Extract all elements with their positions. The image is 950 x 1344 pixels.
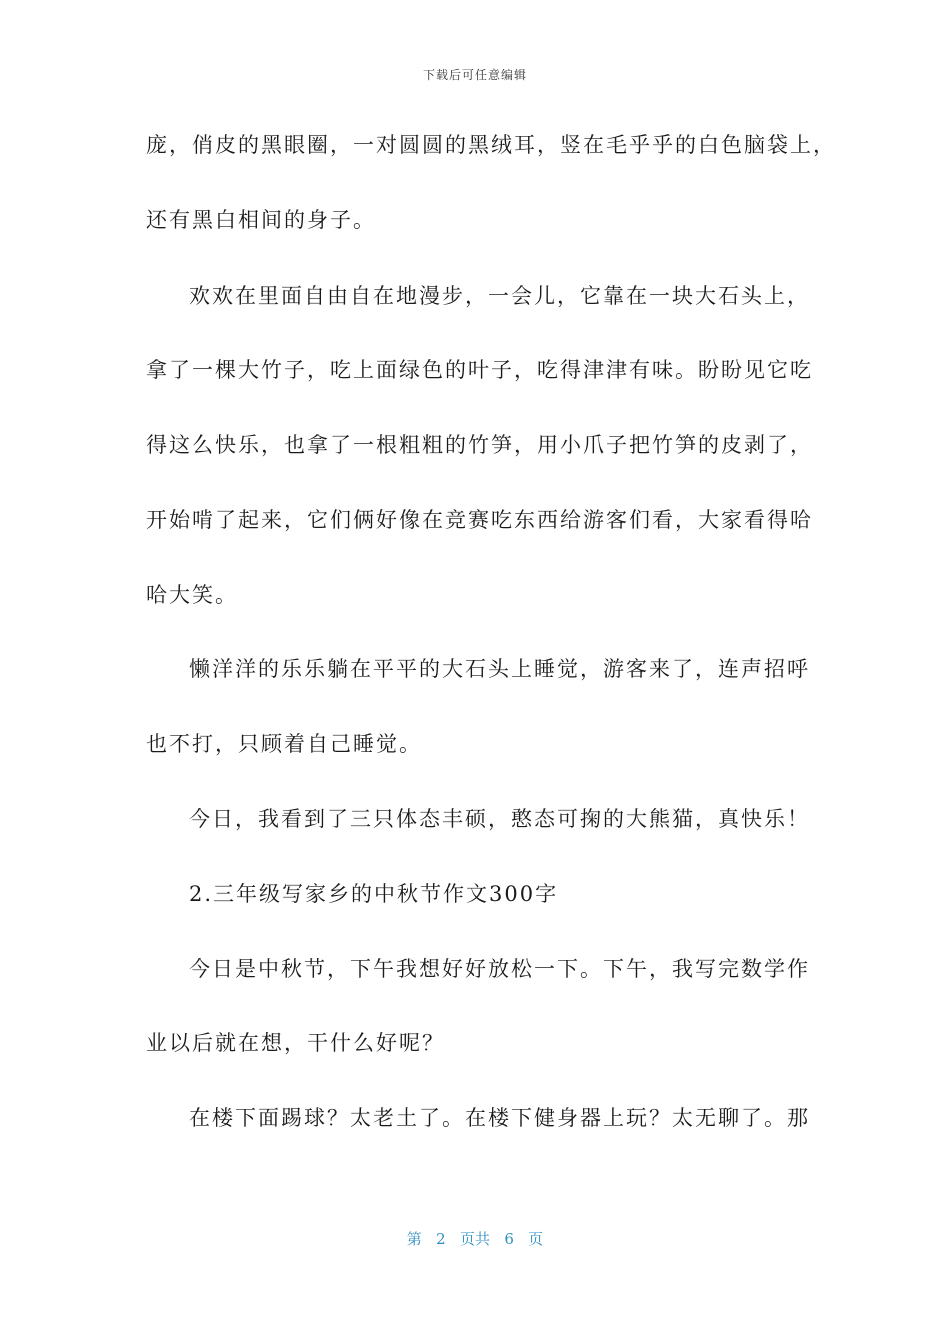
text-line: 今日是中秋节，下午我想好好放松一下。下午，我写完数学作 [189, 957, 810, 981]
text-line: 得这么快乐，也拿了一根粗粗的竹笋，用小爪子把竹笋的皮剥了， [146, 433, 813, 457]
text-line: 欢欢在里面自由自在地漫步，一会儿，它靠在一块大石头上， [189, 284, 810, 308]
text-line: 开始啃了起来，它们俩好像在竞赛吃东西给游客们看，大家看得哈 [146, 508, 813, 532]
section-heading: 2.三年级写家乡的中秋节作文300字 [189, 882, 559, 906]
footer-page-total: 6 [504, 1230, 514, 1248]
text-line: 还有黑白相间的身子。 [146, 208, 376, 232]
text-line: 懒洋洋的乐乐躺在平平的大石头上睡觉，游客来了，连声招呼 [189, 657, 810, 681]
page-header: 下载后可任意编辑 [422, 68, 527, 82]
text-line: 也不打，只顾着自己睡觉。 [146, 732, 422, 756]
text-line: 今日，我看到了三只体态丰硕，憨态可掬的大熊猫，真快乐！ [189, 807, 810, 831]
footer-prefix: 第 [406, 1230, 422, 1248]
footer-suffix: 页 [528, 1230, 544, 1248]
text-line: 在楼下面踢球？太老土了。在楼下健身器上玩？太无聊了。那 [189, 1106, 810, 1130]
text-line: 哈大笑。 [146, 583, 238, 607]
page-footer [0, 1228, 950, 1249]
text-line: 庞，俏皮的黑眼圈，一对圆圆的黑绒耳，竖在毛乎乎的白色脑袋上， [146, 133, 836, 157]
text-line: 拿了一棵大竹子，吃上面绿色的叶子，吃得津津有味。盼盼见它吃 [146, 358, 813, 382]
footer-page-number: 2 [436, 1230, 446, 1248]
footer-middle: 页共 [459, 1230, 490, 1248]
text-line: 业以后就在想，干什么好呢？ [146, 1031, 445, 1055]
